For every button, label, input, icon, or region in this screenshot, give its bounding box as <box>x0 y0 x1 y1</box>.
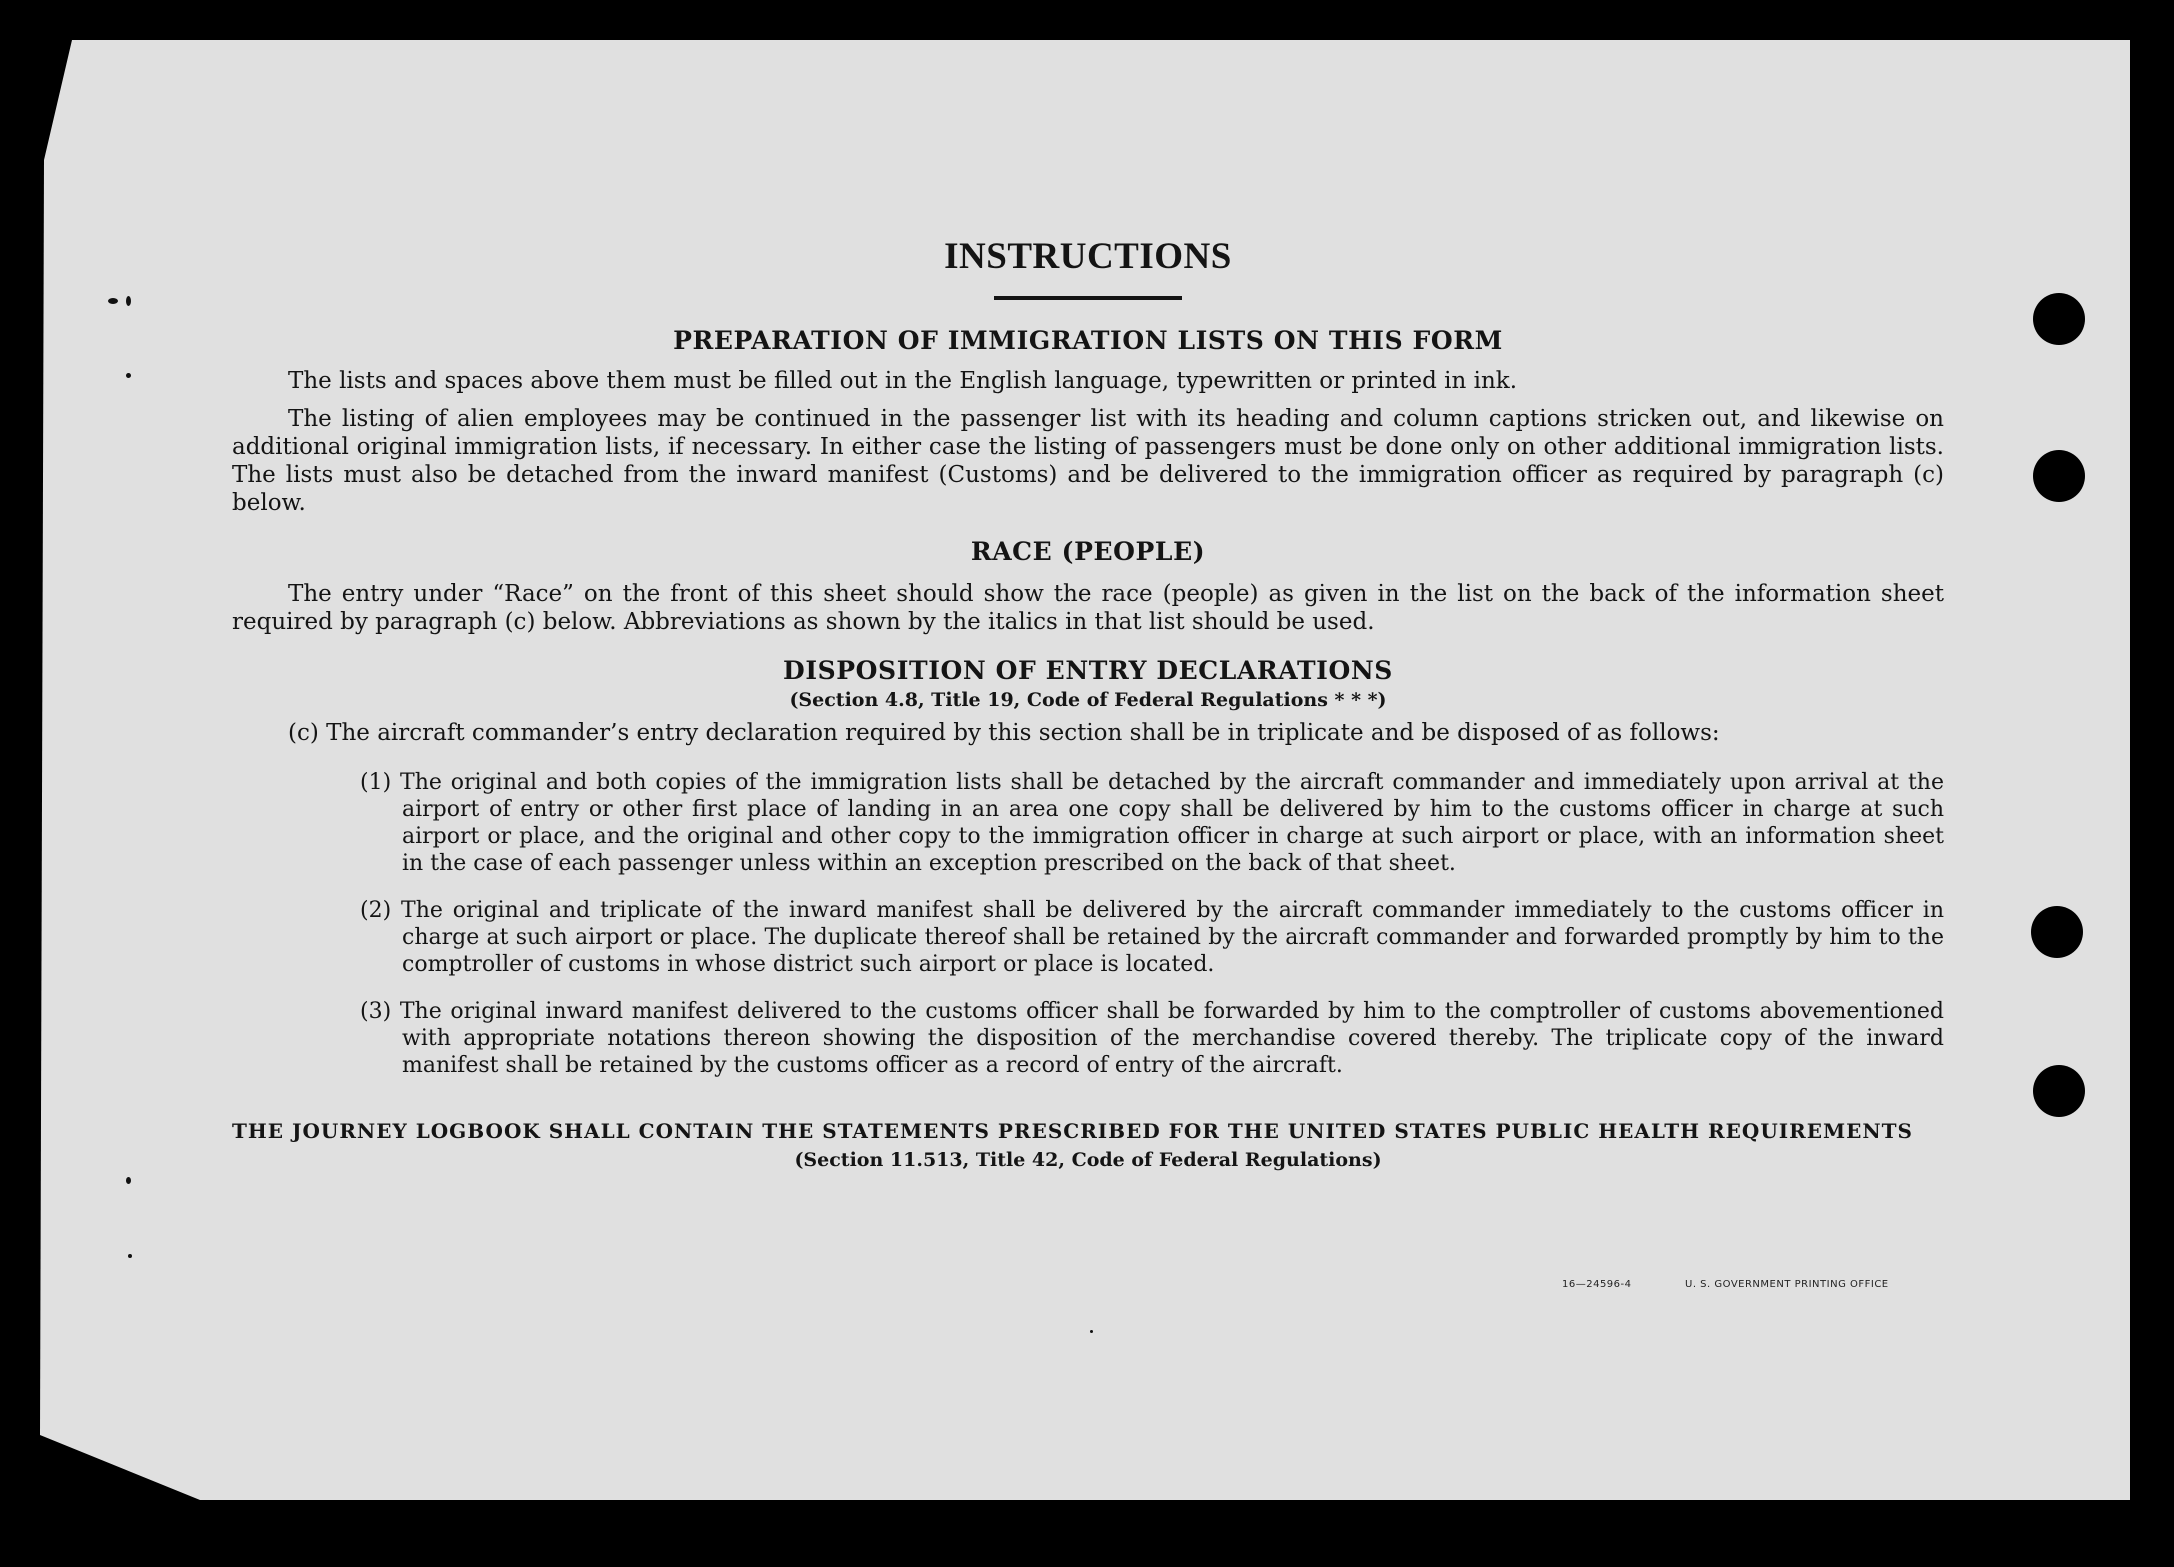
disposition-clause-c: (c) The aircraft commander’s entry declaration required by this section shall be in triplicate and be disposed of as follows: <box>288 720 1720 746</box>
punch-hole <box>2031 906 2083 958</box>
prep-paragraph-1: The lists and spaces above them must be filled out in the English language, typewritten or printed in ink. <box>288 368 1518 394</box>
race-heading: RACE (PEOPLE) <box>970 537 1206 566</box>
speck <box>1090 1330 1093 1333</box>
speck <box>128 1254 132 1258</box>
footer-requirement: THE JOURNEY LOGBOOK SHALL CONTAIN THE STATEMENTS PRESCRIBED FOR THE UNITED STATES PUBLIC HEALTH REQUIREMENTS <box>232 1119 1913 1143</box>
disposition-subheading: (Section 4.8, Title 19, Code of Federal Regulations * * *) <box>789 689 1387 711</box>
punch-hole <box>2033 293 2085 345</box>
punch-hole <box>2033 450 2085 502</box>
race-paragraph: The entry under “Race” on the front of this sheet should show the race (people) as given in the list on the back of the information sheet required by paragraph (c) below. Abbreviations as shown by the italics in that list should be used. <box>232 581 1944 635</box>
disposition-item-2: (2) The original and triplicate of the inward manifest shall be delivered by the aircraft commander immediately to the customs officer in charge at such airport or place. The duplicate thereof shall be retained by the aircraft commander and forwarded promptly by him to the comptroller of customs in whose district such airport or place is located. <box>360 898 1944 977</box>
speck <box>126 296 131 306</box>
disposition-item-1: (1) The original and both copies of the immigration lists shall be detached by the aircraft commander and immediately upon arrival at the airport of entry or other first place of landing in an area one copy shall be delivered by him to the customs officer in charge at such airport or place, and the original and other copy to the immigration officer in charge at such airport or place, with an information sheet in the case of each passenger unless within an exception prescribed on the back of that sheet. <box>360 770 1944 876</box>
punch-hole <box>2033 1065 2085 1117</box>
instructions-content <box>232 235 1944 1171</box>
speck <box>126 1177 131 1184</box>
printer-code: 16—24596-4 <box>1562 1279 1632 1290</box>
prep-paragraph-2: The listing of alien employees may be continued in the passenger list with its heading and column captions stricken out, and likewise on additional original immigration lists, if necessary. In either case the listing of passengers must be done only on other additional immigration lists. The lists must also be detached from the inward manifest (Customs) and be delivered to the immigration officer as required by paragraph (c) below. <box>232 406 1944 516</box>
page-title: INSTRUCTIONS <box>944 236 1232 277</box>
disposition-item-3: (3) The original inward manifest delivered to the customs officer shall be forwarded by him to the comptroller of customs abovementioned with appropriate notations thereon showing the disposition of the merchandise covered thereby. The triplicate copy of the inward manifest shall be retained by the customs officer as a record of entry of the aircraft. <box>360 999 1944 1078</box>
disposition-heading: DISPOSITION OF ENTRY DECLARATIONS <box>783 656 1393 685</box>
prep-heading: PREPARATION OF IMMIGRATION LISTS ON THIS FORM <box>673 326 1503 355</box>
printer-office: U. S. GOVERNMENT PRINTING OFFICE <box>1685 1279 1889 1290</box>
speck <box>108 298 118 304</box>
title-underline <box>994 296 1182 300</box>
footer-citation: (Section 11.513, Title 42, Code of Federal Regulations) <box>794 1149 1382 1171</box>
speck <box>126 373 131 378</box>
